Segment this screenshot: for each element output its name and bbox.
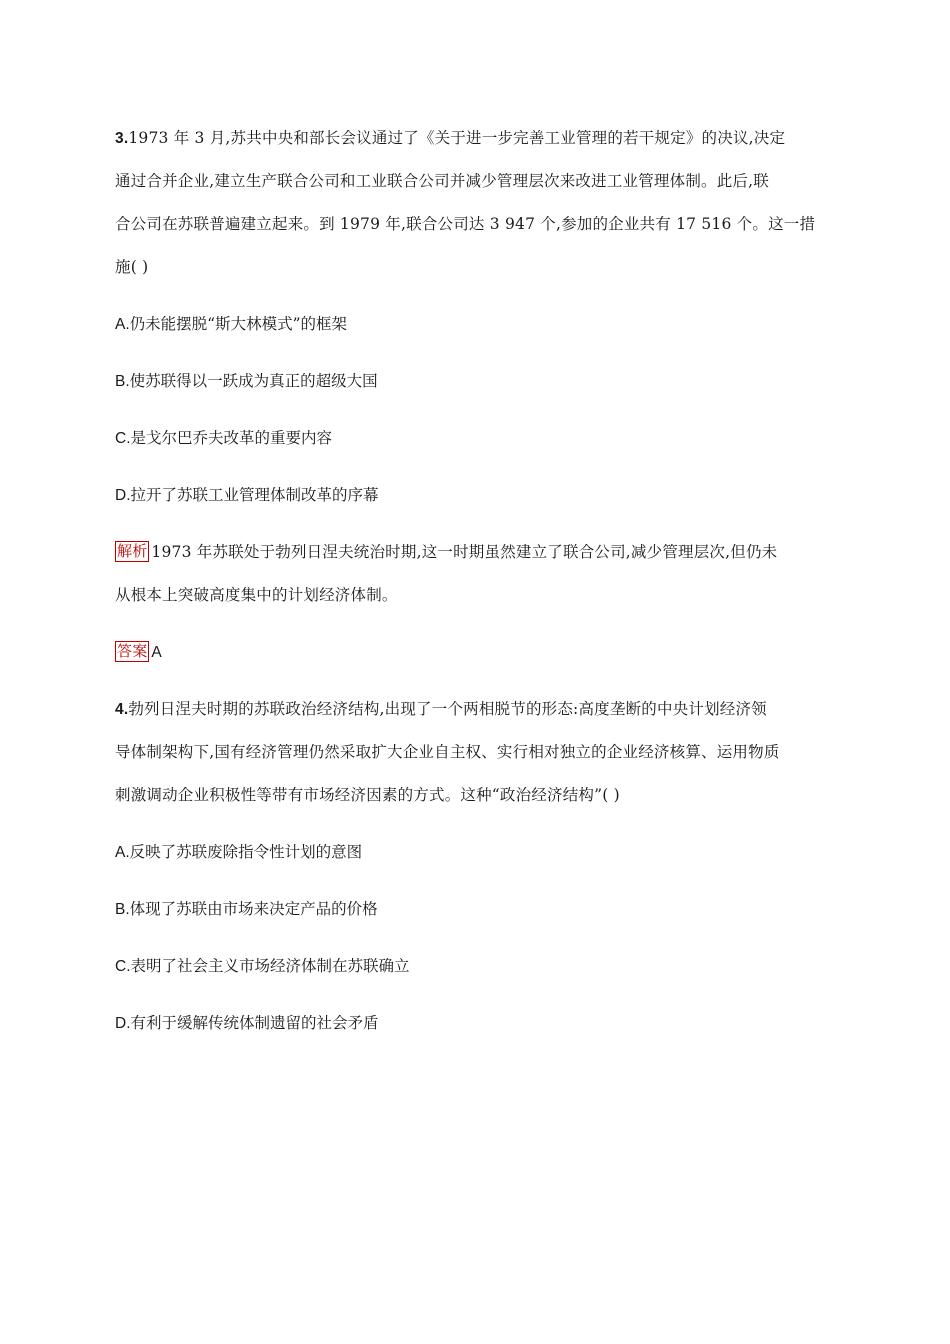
question-3-option-b: B.使苏联得以一跃成为真正的超级大国: [115, 372, 378, 390]
question-4-option-a: A.反映了苏联废除指令性计划的意图: [115, 843, 363, 861]
question-3-answer: [115, 638, 835, 666]
answer-value: A: [151, 644, 162, 661]
question-3-stem-line: 合公司在苏联普遍建立起来。到 1979 年,联合公司达 3 947 个,参加的企业共有 17 516 个。这一措: [115, 215, 816, 233]
question-3-stem-line: 3.1973 年 3 月,苏共中央和部长会议通过了《关于进一步完善工业管理的若干规定》的决议,决定: [115, 129, 786, 147]
question-4-option-b: B.体现了苏联由市场来决定产品的价格: [115, 900, 378, 918]
question-4-stem: [115, 695, 835, 809]
question-3: [115, 124, 835, 666]
question-3-option-a: A.仍未能摆脱“斯大林模式”的框架: [115, 315, 348, 333]
question-3-analysis: [115, 538, 835, 609]
question-3-number: 3.: [115, 130, 129, 147]
question-4-number: 4.: [115, 701, 129, 718]
question-3-stem-line: 施( ): [115, 258, 149, 276]
question-4: [115, 695, 835, 1037]
question-3-option-d: D.拉开了苏联工业管理体制改革的序幕: [115, 486, 379, 504]
question-3-stem: [115, 124, 835, 281]
analysis-tag: 解析: [117, 542, 148, 560]
question-4-option-c: C.表明了社会主义市场经济体制在苏联确立: [115, 957, 410, 975]
question-4-stem-line: 4.勃列日涅夫时期的苏联政治经济结构,出现了一个两相脱节的形态:高度垄断的中央计划经济领: [115, 700, 767, 718]
document-page: [115, 124, 835, 1066]
analysis-line: 从根本上突破高度集中的计划经济体制。: [115, 586, 398, 604]
question-4-option-d: D.有利于缓解传统体制遗留的社会矛盾: [115, 1014, 379, 1032]
question-4-stem-line: 刺激调动企业积极性等带有市场经济因素的方式。这种“政治经济结构”( ): [115, 786, 620, 804]
question-3-option-c: C.是戈尔巴乔夫改革的重要内容: [115, 429, 333, 447]
question-3-stem-line: 通过合并企业,建立生产联合公司和工业联合公司并减少管理层次来改进工业管理体制。此后,联: [115, 172, 769, 190]
answer-tag: 答案: [117, 642, 148, 660]
analysis-line: 解析 1973 年苏联处于勃列日涅夫统治时期,这一时期虽然建立了联合公司,减少管理层次,但仍未: [117, 542, 778, 561]
question-4-stem-line: 导体制架构下,国有经济管理仍然采取扩大企业自主权、实行相对独立的企业经济核算、运用物质: [115, 743, 780, 761]
